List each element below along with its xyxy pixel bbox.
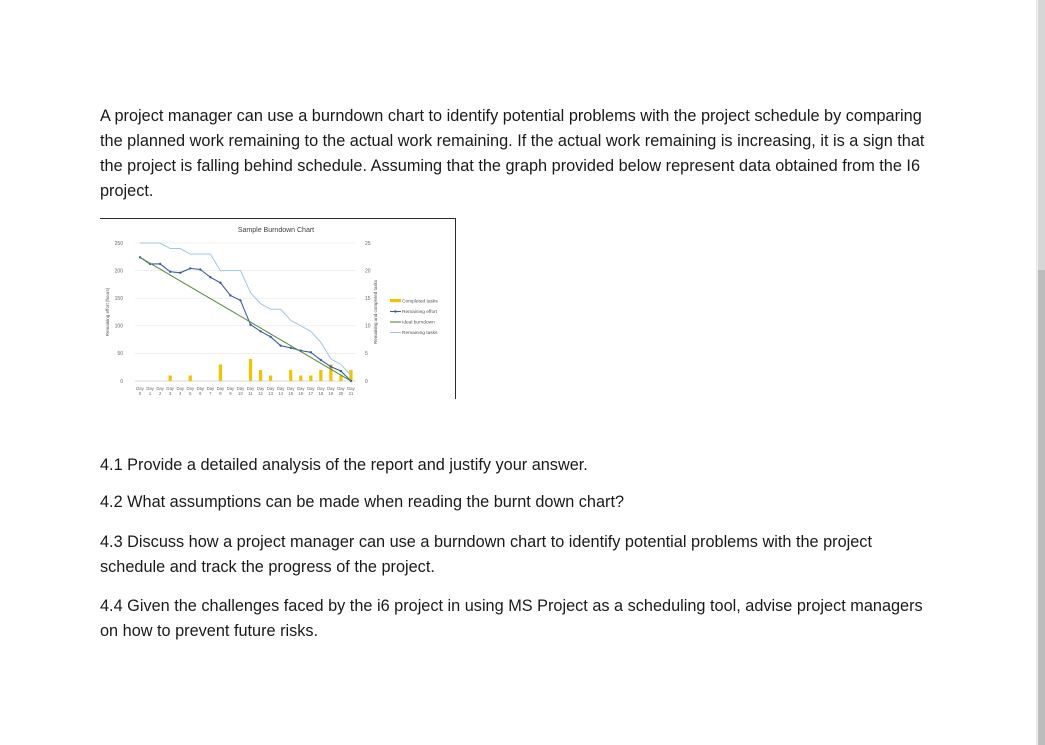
x-tick-label-top: Day <box>347 386 355 391</box>
point-remaining-effort <box>169 271 171 273</box>
intro-paragraph: A project manager can use a burndown chart to identify potential problems with the project schedule by comparing the planned work remaining to the actual work remaining. If the actual work remaining is increasing, it is a sign that the project is falling behind schedule. Assuming that the graph provided below represent data obtained from the I6 project. <box>100 107 925 200</box>
y2-tick-label: 15 <box>365 296 371 302</box>
x-tick-label-bottom: 15 <box>288 391 294 396</box>
point-remaining-effort <box>229 294 231 296</box>
bar-completed-tasks <box>289 370 292 381</box>
y2-axis-label: Remaining and completed tasks <box>373 279 378 345</box>
question-4-2: 4.2 What assumptions can be made when reading the burnt down chart? <box>100 493 625 511</box>
x-tick-label-bottom: 21 <box>348 391 354 396</box>
x-tick-label-top: Day <box>156 386 164 391</box>
x-tick-label-bottom: 20 <box>338 391 344 396</box>
x-tick-label-bottom: 8 <box>219 391 222 396</box>
bar-completed-tasks <box>299 375 302 381</box>
x-tick-label-top: Day <box>196 386 205 391</box>
y2-tick-label: 10 <box>365 323 371 330</box>
point-remaining-effort <box>269 336 271 338</box>
point-remaining-effort <box>219 282 221 284</box>
x-tick-label-bottom: 4 <box>179 391 182 396</box>
x-tick-label-bottom: 18 <box>318 391 324 396</box>
bar-completed-tasks <box>169 375 172 381</box>
x-tick-label-bottom: 12 <box>258 391 263 396</box>
point-remaining-effort <box>259 330 261 332</box>
x-tick-label-top: Day <box>256 386 265 391</box>
legend-label: Ideal burndown <box>402 320 435 326</box>
y-tick-label: 50 <box>117 351 123 358</box>
bar-completed-tasks <box>309 375 312 381</box>
x-tick-label-bottom: 1 <box>148 391 152 396</box>
x-tick-label-top: Day <box>246 386 255 391</box>
x-tick-label-top: Day <box>186 386 194 391</box>
x-tick-label-top: Day <box>266 386 275 391</box>
point-remaining-effort <box>310 351 312 353</box>
point-remaining-effort <box>249 323 251 325</box>
x-tick-label-bottom: 11 <box>248 391 253 396</box>
y-tick-label: 250 <box>114 240 123 247</box>
bar-completed-tasks <box>259 370 262 381</box>
x-tick-label-top: Day <box>176 386 184 391</box>
bar-completed-tasks <box>219 364 222 381</box>
x-tick-label-bottom: 10 <box>238 391 243 396</box>
x-tick-label-bottom: 6 <box>199 391 202 396</box>
x-tick-label-bottom: 19 <box>328 391 334 396</box>
x-tick-label-bottom: 13 <box>268 391 273 396</box>
point-remaining-effort <box>189 267 191 269</box>
point-remaining-effort <box>279 344 281 346</box>
legend-swatch <box>390 299 401 302</box>
bar-completed-tasks <box>249 359 252 381</box>
question-4-1: 4.1 Provide a detailed analysis of the report and justify your answer. <box>100 456 588 474</box>
line-ideal-burndown <box>140 257 351 381</box>
scrollbar-thumb[interactable] <box>1038 0 1045 270</box>
x-tick-label-bottom: 17 <box>308 391 314 396</box>
y-axis-label: Remaining effort (hours) <box>105 287 110 337</box>
y-tick-label: 150 <box>114 296 123 302</box>
scrollbar-track[interactable] <box>1038 270 1045 745</box>
bar-completed-tasks <box>319 370 322 381</box>
point-remaining-effort <box>239 299 241 301</box>
y-tick-label: 200 <box>114 268 123 275</box>
burndown-chart <box>100 219 455 399</box>
line-remaining-tasks <box>140 243 351 375</box>
x-tick-label-top: Day <box>297 386 305 391</box>
chart-title: Sample Burndown Chart <box>237 227 315 234</box>
y2-tick-label: 20 <box>365 268 371 275</box>
x-tick-label-bottom: 5 <box>189 391 192 396</box>
point-remaining-effort <box>159 263 161 265</box>
x-tick-label-top: Day <box>226 386 235 391</box>
y2-tick-label: 5 <box>365 351 368 358</box>
x-tick-label-top: Day <box>327 386 335 391</box>
y2-tick-label: 0 <box>365 378 368 385</box>
x-tick-label-bottom: 2 <box>158 391 162 396</box>
x-tick-label-top: Day <box>216 386 225 391</box>
x-tick-label-top: Day <box>317 386 325 391</box>
y-tick-label: 100 <box>114 323 123 330</box>
point-remaining-effort <box>179 272 181 274</box>
legend-label: Completed tasks <box>402 299 438 305</box>
x-tick-label-top: Day <box>166 386 174 391</box>
vertical-scrollbar[interactable] <box>1036 0 1045 745</box>
legend-label: Remaining effort <box>402 310 438 316</box>
question-4-3: 4.3 Discuss how a project manager can use a burndown chart to identify potential problems with the project schedule and track the progress of the project. <box>100 533 872 576</box>
point-remaining-effort <box>320 359 322 361</box>
point-remaining-effort <box>330 365 332 367</box>
x-tick-label-top: Day <box>276 386 285 391</box>
x-tick-label-top: Day <box>236 386 245 391</box>
x-tick-label-bottom: 3 <box>168 391 172 396</box>
point-remaining-effort <box>290 347 292 349</box>
x-tick-label-top: Day <box>206 386 215 391</box>
question-4-4: 4.4 Given the challenges faced by the i6 project in using MS Project as a scheduling tool, advise project managers on how to prevent future risks. <box>100 597 923 640</box>
x-tick-label-bottom: 16 <box>298 391 304 396</box>
x-tick-label-bottom: 14 <box>278 391 283 396</box>
x-tick-label-top: Day <box>286 386 295 391</box>
point-remaining-effort <box>209 276 211 278</box>
x-tick-label-bottom: 7 <box>209 391 212 396</box>
point-remaining-effort <box>340 370 342 372</box>
x-tick-label-top: Day <box>307 386 315 391</box>
legend-marker <box>394 310 396 312</box>
x-tick-label-top: Day <box>146 386 154 391</box>
x-tick-label-top: Day <box>337 386 345 391</box>
y-tick-label: 0 <box>120 378 123 385</box>
x-tick-label-bottom: 9 <box>229 391 232 396</box>
bar-completed-tasks <box>269 375 272 381</box>
burndown-chart-image <box>100 218 456 399</box>
legend-label: Remaining tasks <box>402 331 438 337</box>
x-tick-label-top: Day <box>136 386 144 391</box>
point-remaining-effort <box>199 268 201 270</box>
x-tick-label-bottom: 0 <box>138 391 142 396</box>
y2-tick-label: 25 <box>365 240 371 247</box>
bar-completed-tasks <box>189 375 192 381</box>
